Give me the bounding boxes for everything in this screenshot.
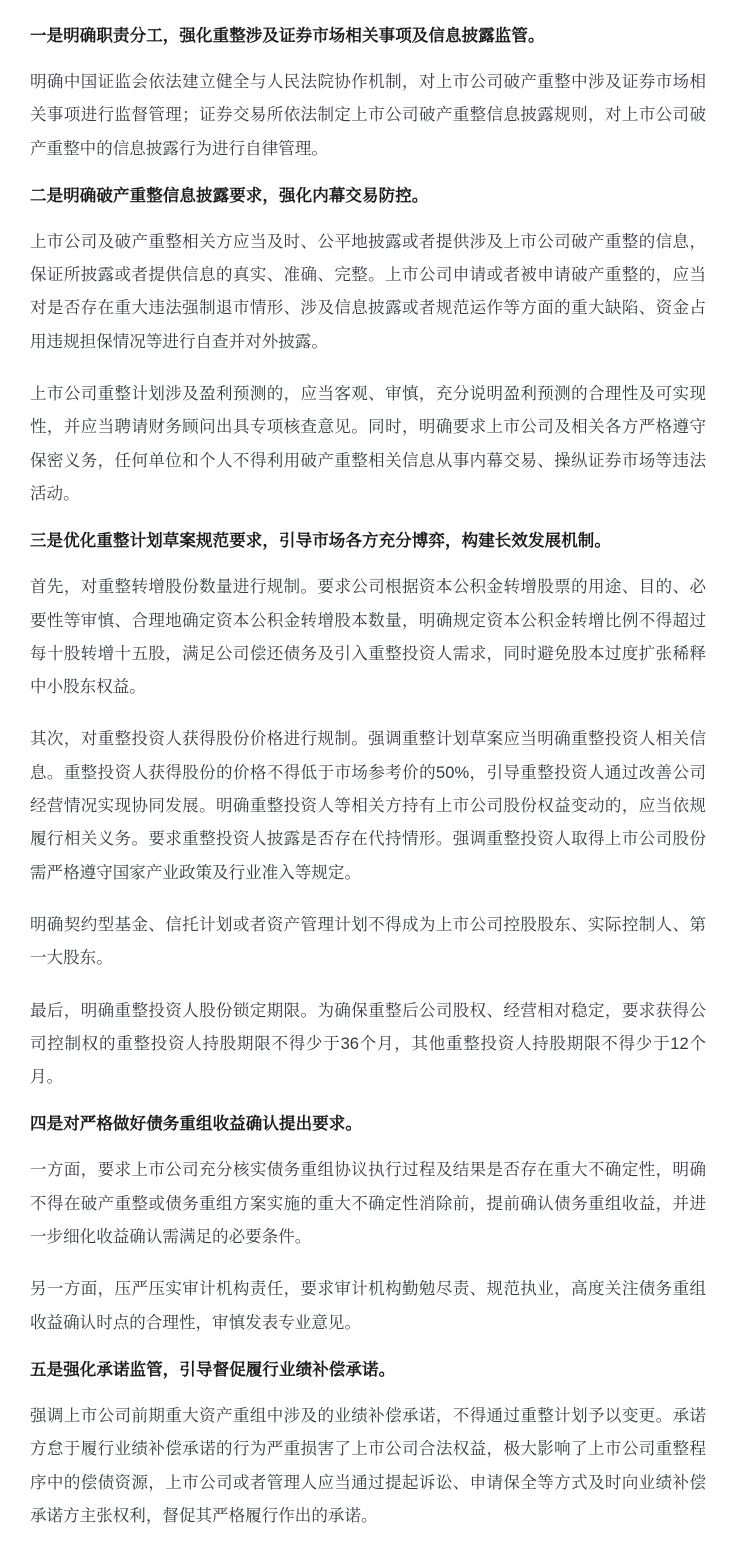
block-spacer [30,53,706,66]
block-spacer [30,1340,706,1348]
body-paragraph: 其次，对重整投资人获得股份价格进行规制。强调重整计划草案应当明确重整投资人相关信息。重整投资人获得股份的价格不得低于市场参考价的50%，引导重整投资人通过改善公司经营情况实现协同发展。明确重整投资人等相关方持有上市公司股份权益变动的，应当依规履行相关义务。要求重整投资人披露是否存在代持情形。强调重整投资人取得上市公司股份需严格遵守国家产业政策及行业准入等规定。 [30,730,706,882]
block-spacer [30,359,706,378]
block-spacer [30,890,706,909]
section-heading: 四是对严格做好债务重组收益确认提出要求。 [30,1115,362,1134]
block-spacer [30,1094,706,1102]
body-paragraph: 首先，对重整转增股份数量进行规制。要求公司根据资本公积金转增股票的用途、目的、必要性等审慎、合理地确定资本公积金转增股本数量，明确规定资本公积金转增比例不得超过每十股转增十五股，满足公司偿还债务及引入重整投资人需求，同时避免股本过度扩张稀释中小股东权益。 [30,578,706,697]
body-paragraph: 上市公司重整计划涉及盈利预测的，应当客观、审慎，充分说明盈利预测的合理性及可实现性，并应当聘请财务顾问出具专项核查意见。同时，明确要求上市公司及相关各方严格遵守保密义务，任何单位和个人不得利用破产重整相关信息从事内幕交易、操纵证券市场等违法活动。 [30,385,706,503]
body-paragraph: 明确契约型基金、信托计划或者资产管理计划不得成为上市公司控股股东、实际控制人、第一大股东。 [30,915,706,968]
section-heading: 二是明确破产重整信息披露要求，强化内幕交易防控。 [30,186,429,205]
block-spacer [30,976,706,995]
body-paragraph: 强调上市公司前期重大资产重组中涉及的业绩补偿承诺，不得通过重整计划予以变更。承诺方怠于履行业绩补偿承诺的行为严重损害了上市公司合法权益，极大影响了上市公司重整程序中的偿债资源，上市公司或者管理人应当通过提起诉讼、申请保全等方式及时向业绩补偿承诺方主张权利，督促其严格履行作出的承诺。 [30,1406,706,1525]
section-heading: 一是明确职责分工，强化重整涉及证券市场相关事项及信息披露监管。 [30,27,545,45]
block-spacer [30,1141,706,1154]
document-content [30,14,706,1533]
section-heading: 五是强化承诺监管，引导督促履行业绩补偿承诺。 [30,1360,396,1379]
block-spacer [30,166,706,174]
block-spacer [30,213,706,226]
body-paragraph: 明确中国证监会依法建立健全与人民法院协作机制，对上市公司破产重整中涉及证券市场相关事项进行监督管理；证券交易所依法制定上市公司破产重整信息披露规则，对上市公司破产重整中的信息披露行为进行自律管理。 [30,73,706,158]
body-paragraph: 上市公司及破产重整相关方应当及时、公平地披露或者提供涉及上市公司破产重整的信息，保证所披露或者提供信息的真实、准确、完整。上市公司申请或者被申请破产重整的，应当对是否存在重大违法强制退市情形、涉及信息披露或者规范运作等方面的重大缺陷、资金占用违规担保情况等进行自查并对外披露。 [30,232,706,351]
section-heading: 三是优化重整计划草案规范要求，引导市场各方充分博弈，构建长效发展机制。 [30,532,611,551]
block-spacer [30,558,706,571]
block-spacer [30,1254,706,1273]
block-spacer [30,511,706,519]
body-paragraph: 另一方面，压严压实审计机构责任，要求审计机构勤勉尽责、规范执业，高度关注债务重组收益确认时点的合理性，审慎发表专业意见。 [30,1280,706,1332]
block-spacer [30,704,706,723]
body-paragraph: 一方面，要求上市公司充分核实债务重组协议执行过程及结果是否存在重大不确定性，明确不得在破产重整或债务重组方案实施的重大不确定性消除前，提前确认债务重组收益，并进一步细化收益确认需满足的必要条件。 [30,1161,706,1247]
body-paragraph: 最后，明确重整投资人股份锁定期限。为确保重整后公司股权、经营相对稳定，要求获得公司控制权的重整投资人持股期限不得少于36个月，其他重整投资人持股期限不得少于12个月。 [30,1001,706,1087]
block-spacer [30,1387,706,1400]
